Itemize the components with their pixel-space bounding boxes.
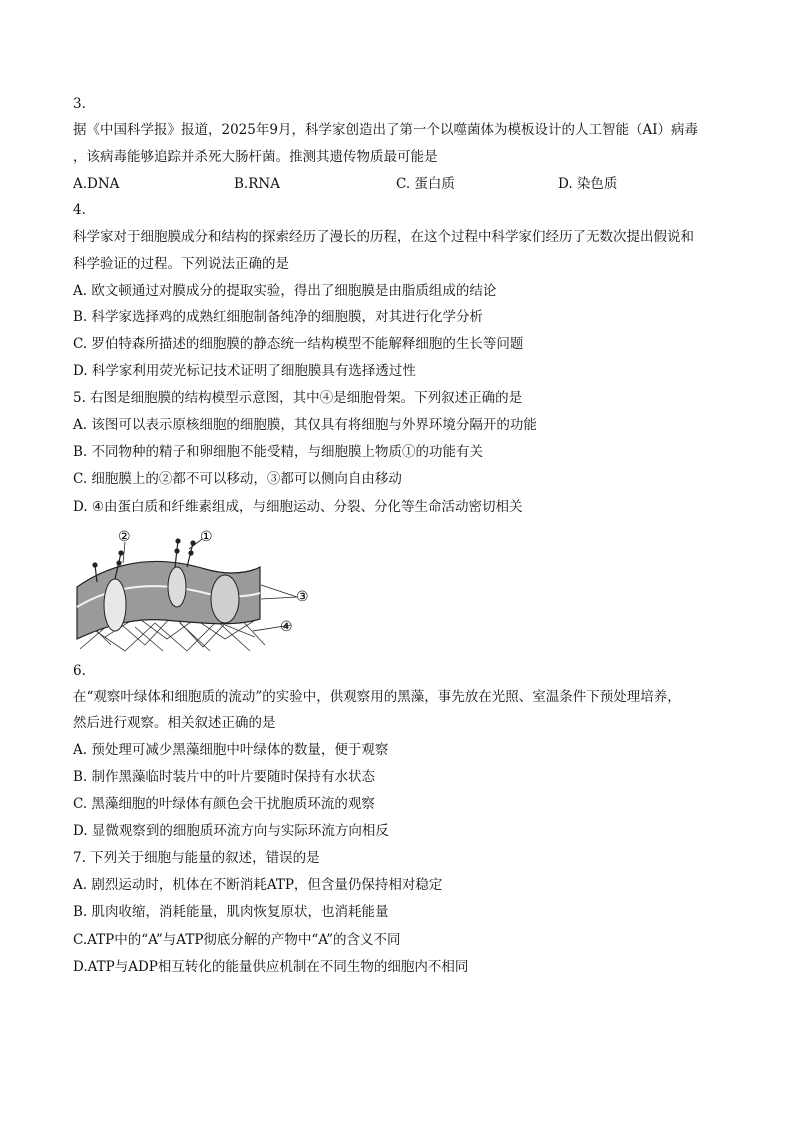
figure-label-2: ② [118,529,131,545]
q3-number: 3. [73,96,86,112]
q6-number: 6. [73,663,86,679]
figure-label-4: ④ [280,619,293,635]
q4-option-a: A. 欧文顿通过对膜成分的提取实验，得出了细胞膜是由脂质组成的结论 [73,283,497,299]
q4-number: 4. [73,202,86,218]
q7-option-d: D.ATP与ADP相互转化的能量供应机制在不同生物的细胞内不相同 [73,959,469,975]
figure-label-1: ① [200,529,213,545]
q5-option-b: B. 不同物种的精子和卵细胞不能受精，与细胞膜上物质①的功能有关 [73,444,484,460]
q6-stem-line-1: 在“观察叶绿体和细胞质的流动”的实验中，供观察用的黑藻，事先放在光照、室温条件下预处理培养， [73,689,681,705]
q3-stem-line-1: 据《中国科学报》报道，2025年9月，科学家创造出了第一个以噬菌体为模板设计的人工智能（AI）病毒 [73,122,699,138]
cell-membrane-figure [75,527,315,653]
membrane-protein [211,575,239,623]
q3-option-a: A.DNA [73,176,120,192]
q4-option-b: B. 科学家选择鸡的成熟红细胞制备纯净的细胞膜，对其进行化学分析 [73,309,484,325]
q6-option-c: C. 黑藻细胞的叶绿体有颜色会干扰胞质环流的观察 [73,796,375,812]
q7-stem: 7. 下列关于细胞与能量的叙述，错误的是 [73,850,320,866]
q6-option-b: B. 制作黑藻临时装片中的叶片要随时保持有水状态 [73,769,376,785]
q6-option-a: A. 预处理可减少黑藻细胞中叶绿体的数量，便于观察 [73,742,389,758]
q4-stem-line-1: 科学家对于细胞膜成分和结构的探索经历了漫长的历程，在这个过程中科学家们经历了无数次提出假说和 [73,229,694,245]
q4-stem-line-2: 科学验证的过程。下列说法正确的是 [73,256,289,272]
q7-option-c: C.ATP中的“A”与ATP彻底分解的产物中“A”的含义不同 [73,932,401,948]
q3-option-d: D. 染色质 [558,176,618,192]
q5-stem: 5. 右图是细胞膜的结构模型示意图，其中④是细胞骨架。下列叙述正确的是 [73,390,523,406]
q7-option-b: B. 肌肉收缩，消耗能量，肌肉恢复原状，也消耗能量 [73,904,389,920]
membrane-protein [168,567,186,607]
q5-option-d: D. ④由蛋白质和纤维素组成，与细胞运动、分裂、分化等生命活动密切相关 [73,499,523,515]
q5-option-c: C. 细胞膜上的②都不可以移动，③都可以侧向自由移动 [73,471,402,487]
membrane-protein [104,579,126,631]
figure-label-3: ③ [296,589,309,605]
q7-option-a: A. 剧烈运动时，机体在不断消耗ATP，但含量仍保持相对稳定 [73,877,443,893]
q3-option-c: C. 蛋白质 [396,176,455,192]
q6-stem-line-2: 然后进行观察。相关叙述正确的是 [73,715,276,731]
q4-option-d: D. 科学家利用荧光标记技术证明了细胞膜具有选择透过性 [73,363,416,379]
q6-option-d: D. 显微观察到的细胞质环流方向与实际环流方向相反 [73,823,389,839]
q5-option-a: A. 该图可以表示原核细胞的细胞膜，其仅具有将细胞与外界环境分隔开的功能 [73,417,537,433]
q3-option-b: B.RNA [234,176,280,192]
q4-option-c: C. 罗伯特森所描述的细胞膜的静态统一结构模型不能解释细胞的生长等问题 [73,336,524,352]
q3-stem-line-2: ，该病毒能够追踪并杀死大肠杆菌。推测其遗传物质最可能是 [73,149,438,165]
